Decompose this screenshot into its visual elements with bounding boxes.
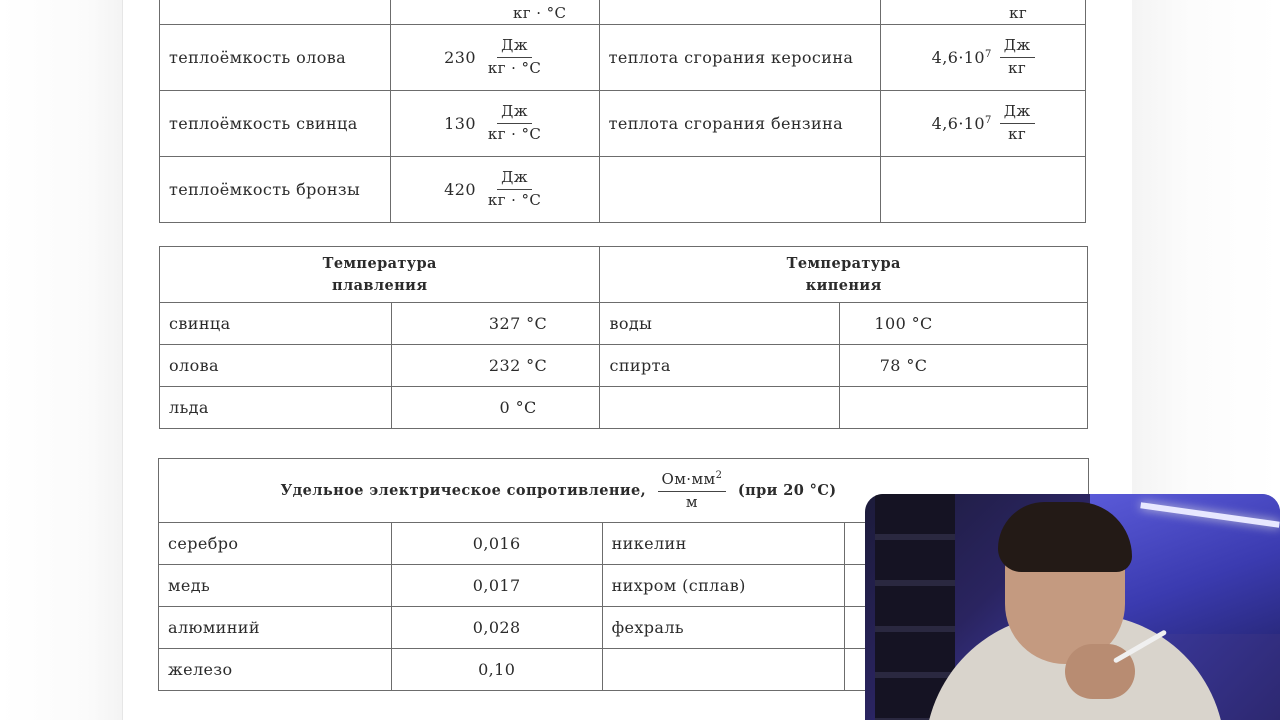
melting-header: Температура плавления xyxy=(160,247,600,303)
webcam-overlay xyxy=(865,494,1280,720)
material-label: медь xyxy=(159,565,392,607)
boiling-point xyxy=(840,387,1088,429)
substance-label: воды xyxy=(600,303,840,345)
table-row xyxy=(160,91,1086,157)
unit-fraction: $\frac{Ом\cdot мм^2}{м}$ xyxy=(658,471,727,511)
page-left-margin xyxy=(0,0,125,720)
table-header-row xyxy=(160,247,1088,303)
table-row xyxy=(160,157,1086,223)
table-row xyxy=(160,387,1088,429)
material-label: алюминий xyxy=(159,607,392,649)
resistivity-value: 0,017 xyxy=(391,565,602,607)
material-label: фехраль xyxy=(602,607,845,649)
quantity-value: 230 $\frac{Дж}{кг \cdot ^\circ С}$ xyxy=(390,25,599,91)
substance-label xyxy=(600,387,840,429)
unit-fraction: $\frac{Дж}{кг}$ xyxy=(1000,38,1035,77)
unit-fragment: кг · °С xyxy=(513,4,567,22)
table-row xyxy=(160,345,1088,387)
substance-label: спирта xyxy=(600,345,840,387)
material-label: серебро xyxy=(159,523,392,565)
resistivity-value: 0,028 xyxy=(391,607,602,649)
material-label: никелин xyxy=(602,523,845,565)
quantity-label: теплоёмкость олова xyxy=(160,25,391,91)
quantity-label: теплота сгорания бензина xyxy=(599,91,881,157)
melting-point: 327 °С xyxy=(391,303,600,345)
resistivity-value: 0,10 xyxy=(391,649,602,691)
substance-label: олова xyxy=(160,345,392,387)
unit-fraction: $\frac{Дж}{кг \cdot ^\circ С}$ xyxy=(487,102,542,143)
table-row xyxy=(160,0,1086,25)
boiling-point: 78 °С xyxy=(840,345,1088,387)
boiling-header: Температура кипения xyxy=(600,247,1088,303)
unit-fraction: $\frac{Дж}{кг}$ xyxy=(1000,104,1035,143)
resistivity-value: 0,016 xyxy=(391,523,602,565)
substance-label: льда xyxy=(160,387,392,429)
melting-point: 232 °С xyxy=(391,345,600,387)
melting-point: 0 °С xyxy=(391,387,600,429)
table-row xyxy=(160,25,1086,91)
material-label: железо xyxy=(159,649,392,691)
quantity-label: теплоёмкость свинца xyxy=(160,91,391,157)
quantity-value: 420 $\frac{Дж}{кг \cdot ^\circ С}$ xyxy=(390,157,599,223)
quantity-value: 130 $\frac{Дж}{кг \cdot ^\circ С}$ xyxy=(390,91,599,157)
temperature-table xyxy=(159,246,1088,429)
quantity-label: теплота сгорания керосина xyxy=(599,25,881,91)
unit-fraction: $\frac{Дж}{кг \cdot ^\circ С}$ xyxy=(487,168,542,209)
quantity-value: $4,6\cdot 10^7$ $\frac{Дж}{кг}$ xyxy=(881,91,1086,157)
table-row xyxy=(160,303,1088,345)
heat-table xyxy=(159,0,1086,223)
resistivity-title: Удельное электрическое сопротивление, $\frac{Ом\cdot мм^2}{м}$ (при 20 °С) xyxy=(159,459,1089,523)
boiling-point: 100 °С xyxy=(840,303,1088,345)
quantity-label: теплоёмкость бронзы xyxy=(160,157,391,223)
unit-fragment: кг xyxy=(1009,4,1028,22)
material-label: нихром (сплав) xyxy=(602,565,845,607)
substance-label: свинца xyxy=(160,303,392,345)
unit-fraction: $\frac{Дж}{кг \cdot ^\circ С}$ xyxy=(487,36,542,77)
material-label xyxy=(602,649,845,691)
quantity-value: $4,6\cdot 10^7$ $\frac{Дж}{кг}$ xyxy=(881,25,1086,91)
